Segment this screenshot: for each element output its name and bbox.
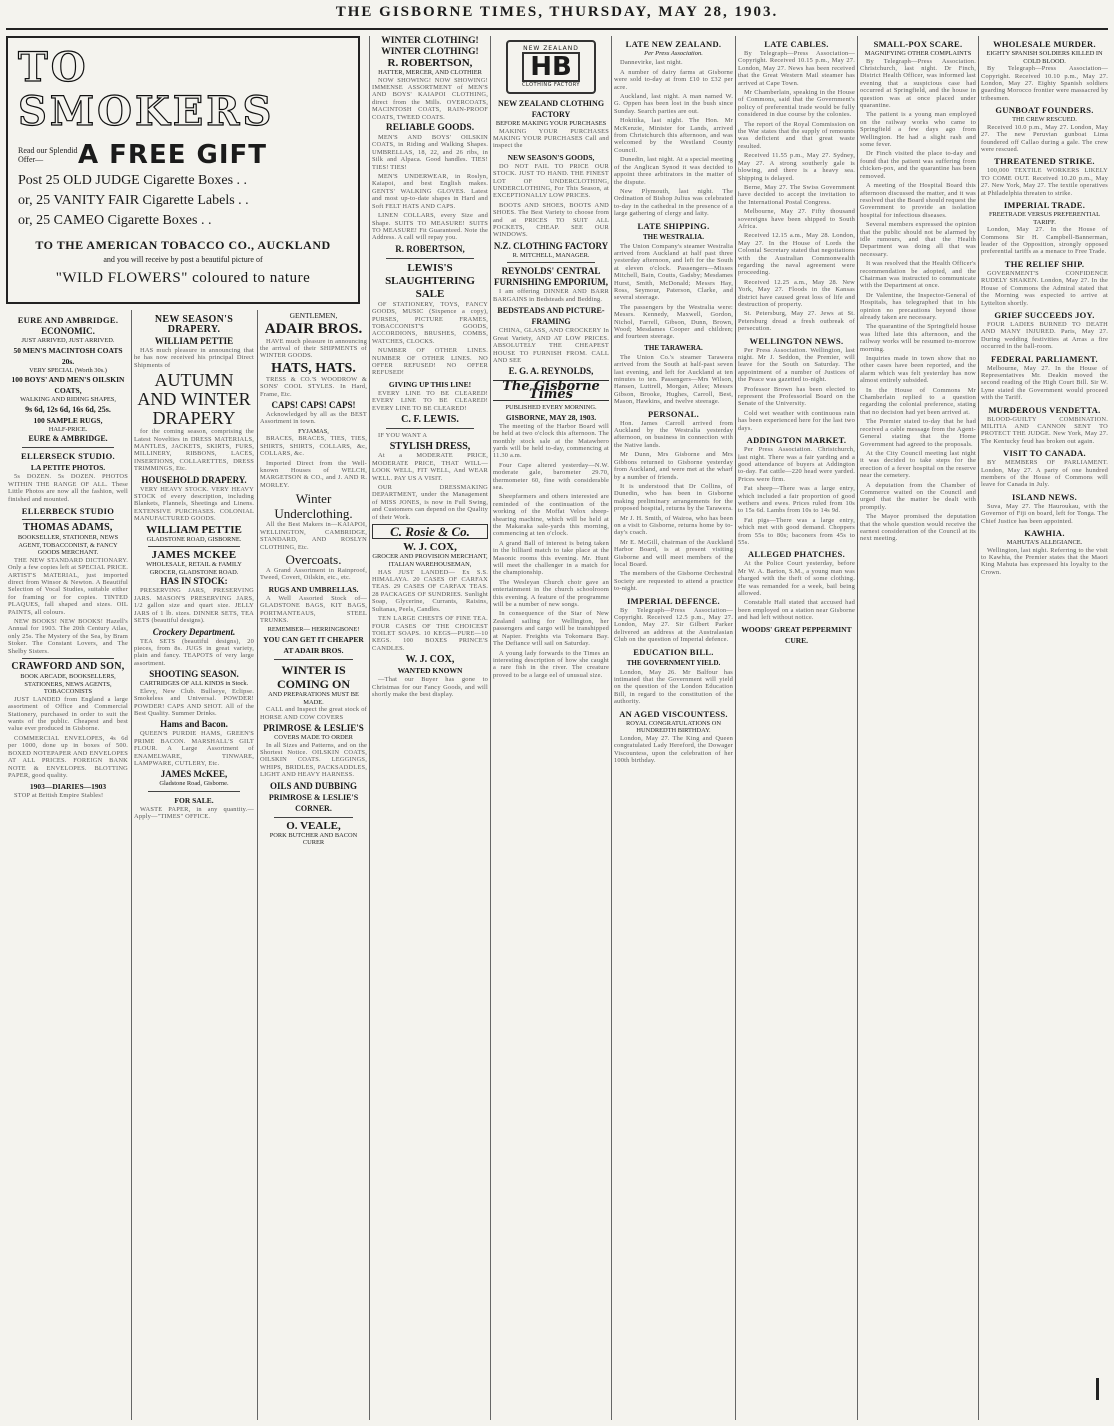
caps-caps: CAPS! CAPS! CAPS!	[271, 400, 356, 411]
cartridges: CARTRIDGES OF ALL KINDS in Stock.	[139, 680, 249, 688]
the-westralia: THE WESTRALIA.	[643, 232, 704, 241]
diaries: 1903—DIARIES—1903	[29, 782, 107, 792]
rugs-half-price: HALF-PRICE.	[48, 425, 88, 433]
company-address: TO THE AMERICAN TOBACCO CO., AUCKLAND	[35, 238, 331, 252]
for-sale: FOR SALE.	[174, 795, 214, 805]
veale-trade: PORK BUTCHER AND BACON CURER	[269, 831, 358, 847]
remember: REMEMBER— HERRINGBONE!	[267, 626, 360, 634]
robertson-sign: R. ROBERTSON,	[395, 243, 465, 254]
studio-heading: ELLERSECK STUDIO.	[21, 451, 115, 462]
aged-viscountess: AN AGED VISCOUNTESS.	[619, 708, 728, 719]
pettie-heading: WILLIAM PETTIE	[154, 336, 234, 346]
addington-market: ADDINGTON MARKET.	[746, 435, 847, 446]
column-rule	[735, 36, 736, 1420]
mahuta-allegiance: MAHUTA'S ALLEGIANCE.	[1006, 539, 1083, 547]
mckee-trade: WHOLESALE, RETAIL & FAMILY GROCER, GLADSTONE ROAD.	[146, 561, 242, 576]
pettie-address: GLADSTONE ROAD, GISBORNE.	[146, 535, 242, 543]
to-smokers-advert	[6, 36, 360, 304]
has-in-stock: HAS IN STOCK:	[160, 576, 228, 587]
oilskin-coats: 100 BOYS' AND MEN'S OILSKIN COATS,	[11, 375, 125, 396]
column-1: EURE AND AMBRIDGE. ECONOMIC. JUST ARRIVED, JUST ARRIVED. 50 MEN'S MACINTOSH COATS 20s. VERY SPECIAL (Worth 30s.) 100 BOYS' AND MEN'S OILSKIN COATS, WALKING AND RIDING SHAPES, 9s 6d, 12s 6d, 16s 6d, 25s. 100 SAMPLE RUGS, HALF-PRICE. EURE & AMBRIDGE. ELLERSECK STUDIO. LA PETITE PHOTOS. 5s DOZEN. 5s DOZEN. PHOTOS WITHIN THE RANGE OF ALL. These Little Photos are now all the fashion, well finished and mounted. ELLERBECK STUDIO THOMAS ADAMS, BOOKSELLER, STATIONER, NEWS AGENT, TOBACCONIST, & FANCY GOODS MERCHANT. THE NEW STANDARD DICTIONARY. Only a few copies left at SPECIAL PRICE. ARTIST'S MATERIAL, just imported direct from Winsor & Newton. A Beautiful Selection of Vocal Studies, suitable either for framing or for copies. TINTED PLAQUES, fall shaped and sizes. OIL PAINTS, all colours. NEW BOOKS! NEW BOOKS! Hazell's Annual for 1903. The 20th Century Atlas, only 25s. The Mystery of the Sea, by Bram Stoker. The Constant Lovers, and The Shelby Sisters. CRAWFORD AND SON, BOOK ARCADE, BOOKSELLERS, STATIONERS, NEWS AGENTS, TOBACCONISTS JUST LANDED from England a large assortment of Office and Commercial Stationery, purchased in order to suit the wants of the public. Cheapest and best value ever produced in Gisborne. COMMERCIAL ENVELOPES, 4s 6d per 1000, done up in boxes of 500. BOXED NOTEPAPER AND ENVELOPES AT ALL PRICES. FOREIGN BANK NOTE & ENVELOPES. BLOTTING PAPER, good quality. 1903—DIARIES—1903 STOP at British Empire Stables!	[8, 315, 128, 800]
thomas-adams: THOMAS ADAMS,	[23, 522, 113, 533]
autumn-winter-drapery: AUTUMN AND WINTER DRAPERY	[137, 370, 251, 429]
wanted-known: WANTED KNOWN	[397, 666, 463, 676]
adams-trade: BOOKSELLER, STATIONER, NEWS AGENT, TOBACCONIST, & FANCY GOODS MERCHANT.	[17, 534, 119, 557]
studio2-heading: ELLERBECK STUDIO	[21, 506, 115, 516]
personal-heading: PERSONAL.	[647, 408, 700, 419]
shooting-season: SHOOTING SEASON.	[149, 669, 239, 680]
murderous-vendetta: MURDEROUS VENDETTA.	[988, 404, 1101, 415]
cox-trade: GROCER AND PROVISION MERCHANT, ITALIAN WAREHOUSEMAN,	[372, 553, 488, 569]
imperial-defence-heading: IMPERIAL DEFENCE.	[627, 595, 720, 606]
column-rule	[978, 36, 979, 1420]
reliable-goods: RELIABLE GOODS.	[385, 123, 475, 134]
masthead: THE GISBORNE TIMES, THURSDAY, MAY 28, 1903.	[335, 4, 779, 20]
eure-ambridge-sign: EURE & AMBRIDGE.	[28, 434, 108, 444]
fyjamas: FYJAMAS,	[298, 427, 329, 435]
nz-clothing-factory-sign: N.Z. CLOTHING FACTORY	[493, 240, 609, 251]
eure-ambridge-heading: EURE AND AMBRIDGE.	[17, 315, 119, 325]
reynolds-emporium: REYNOLDS' CENTRAL FURNISHING EMPORIUM,	[494, 266, 608, 288]
before-purchases: BEFORE MAKING YOUR PURCHASES	[495, 120, 607, 127]
wild-flowers-text: "WILD FLOWERS" coloured to nature	[55, 270, 311, 286]
education-bill-heading: EDUCATION BILL.	[633, 646, 714, 657]
sample-rugs: 100 SAMPLE RUGS,	[33, 415, 103, 425]
giving-up: GIVING UP THIS LINE!	[388, 379, 472, 389]
winter-underclothing: Winter Underclothing.	[274, 491, 353, 522]
gisborne-times-masthead: The Gisborne Times	[493, 380, 609, 401]
crockery-department: Crockery Department.	[152, 626, 236, 637]
rugs-umbrellas: RUGS AND UMBRELLAS.	[268, 584, 359, 594]
stop-stables: STOP at British Empire Stables!	[14, 792, 104, 800]
magnifying-complaints: MAGNIFYING OTHER COMPLAINTS	[864, 50, 972, 57]
hams-bacon: Hams and Bacon.	[160, 719, 228, 730]
visit-to-canada: VISIT TO CANADA.	[1003, 448, 1086, 459]
waste-paper: WASTE PAPER, in any quantity.—Apply—"TIMES" OFFICE.	[134, 805, 254, 821]
oilskin-shapes: WALKING AND RIDING SHAPES,	[20, 396, 116, 404]
overcoats: Overcoats.	[285, 551, 342, 567]
logo-new-zealand: NEW ZEALAND	[523, 44, 579, 52]
economic-heading: ECONOMIC.	[41, 326, 95, 336]
column-2: NEW SEASON'S DRAPERY. WILLIAM PETTIE HAS much pleasure in announcing that he has now received his principal Direct Shipments of AUTUMN AND WINTER DRAPERY for the coming season, comprising the Latest Novelties in DRESS MATERIALS, MANTLES, JACKETS, SKIRTS, FURS, MILLINERY, RIBBONS, LACES, INSERTIONS, COLLARETTES, DRESS TRIMMINGS, Etc. HOUSEHOLD DRAPERY. VERY HEAVY STOCK. VERY HEAVY STOCK of every description, including Blankets, Flannels, Sheetings and Linens. EXTENSIVE PURCHASES. COLONIAL MANUFACTURED GOODS. WILLIAM PETTIE GLADSTONE ROAD, GISBORNE. JAMES MCKEE WHOLESALE, RETAIL & FAMILY GROCER, GLADSTONE ROAD. HAS IN STOCK: PRESERVING JARS, PRESERVING JARS. MASON'S PRESERVING JARS, 1/2 gallon size and quart size. JELLY JARS of 1 lb. sizes. DINNER SETS, TEA SETS (beautiful designs). Crockery Department. TEA SETS (beautiful designs), 20 pieces, from 8s. JUGS in great variety, plain and fancy. TEAPOTS of very large assortment. SHOOTING SEASON. CARTRIDGES OF ALL KINDS in Stock. Elevy, New Club. Bullseye, Eclipse. Smokeless and Universal. POWDER! POWDER! CAPS AND SHOT. All of the Best Quality. Summer Drinks. Hams and Bacon. QUEEN'S PURDIE HAMS, GREEN'S PRIME BACON. MARSHALL'S GILT FLOUR. A Large Assortment of ENAMELWARE, TINWARE, LAMPWARE, CUTLERY, Etc. JAMES McKEE, Gladstone Road, Gisborne. FOR SALE. WASTE PAPER, in any quantity.—Apply—"TIMES" OFFICE.	[134, 314, 254, 821]
offer-line-1: Post 25 OLD JUDGE Cigarette Boxes . .	[18, 173, 248, 188]
threatened-strike: THREATENED STRIKE.	[994, 156, 1095, 167]
column-8: SMALL-POX SCARE. MAGNIFYING OTHER COMPLAINTS By Telegraph—Press Association. Christchurch, last night. Dr Finch, District Health Officer, was informed last evening that a suspicious case had occurred at Springfield, and the house in question was at once placed under quarantine. The patient is a young man employed on the railway works who came to Springfield a few days ago from Wellington. He had a slight rash and some fever. Dr Finch visited the place to-day and found that the patient was suffering from chicken-pox, and the quarantine has been removed. A meeting of the Hospital Board this afternoon discussed the matter, and it was resolved that the Board should request the Government to provide an isolation hospital for infectious diseases. Several members expressed the opinion that the public should not be alarmed by idle rumours, and that the Health Department was doing all that was necessary. It was resolved that the Health Officer's recommendation be adopted, and the Chairman was instructed to communicate with the Department at once. Dr Valentine, the Inspector-General of Hospitals, has telegraphed that in his opinion no precautions beyond those already taken are necessary. The quarantine of the Springfield house was lifted late this afternoon, and the railway works will be resumed to-morrow morning. Inquiries made in town show that no other cases have been reported, and the alarm which was felt yesterday has now almost entirely subsided. In the House of Commons Mr Chamberlain replied to a question regarding the colonial preference, stating that no decision had yet been arrived at. The Premier stated to-day that he had received a cable message from the Agent-General stating that the Home Government had agreed to the proposals. At the City Council meeting last night it was decided to take steps for the erection of a fever hospital on the reserve near the cemetery. A deputation from the Chamber of Commerce waited on the Council and urged that the matter be dealt with promptly. The Mayor promised the deputation that the whole question would receive the earnest consideration of the Council at its next meeting.	[860, 39, 976, 543]
wellington-news: WELLINGTON NEWS.	[749, 335, 844, 346]
winter-is-coming: WINTER IS COMING ON	[277, 662, 350, 691]
offer-line-3: or, 25 CAMEO Cigarette Boxes . .	[18, 213, 212, 228]
bedsteads: BEDSTEADS AND PICTURE-FRAMING	[497, 306, 605, 327]
covers-to-order: COVERS MADE TO ORDER	[274, 733, 353, 741]
woods-peppermint: WOODS' GREAT PEPPERMINT CURE.	[741, 624, 852, 645]
new-season-goods: NEW SEASON'S GOODS,	[507, 152, 595, 162]
spanish-soldiers: EIGHTY SPANISH SOLDIERS KILLED IN COLD BLOOD.	[986, 50, 1103, 65]
primrose-leslie: PRIMROSE & LESLIE'S	[263, 722, 364, 733]
hb-clothing-logo	[506, 40, 596, 94]
imperial-trade: IMPERIAL TRADE.	[1003, 200, 1086, 211]
small-pox-scare: SMALL-POX SCARE.	[873, 39, 963, 49]
logo-clothing-factory: CLOTHING FACTORY	[522, 82, 580, 88]
kawhia: KAWHIA.	[1024, 528, 1065, 539]
preparations: AND PREPARATIONS MUST BE MADE.	[268, 690, 359, 706]
column-7: LATE CABLES. By Telegraph—Press Association—Copyright. Received 10.15 p.m., May 27. London, May 27. News has been received that the Great Western Mail steamer has arrived at Cape Town. Mr Chamberlain, speaking in the House of Commons, said that the Government's policy of preferential trade would be fully considered in due course by the colonies. The report of the Royal Commission on the War states that the supply of remounts was deficient and that great waste resulted. Received 11.55 p.m., May 27. Sydney, May 27. A strong southerly gale is blowing, and there is a heavy sea. Shipping is delayed. Berne, May 27. The Swiss Government have decided to accept the invitation to the International Postal Congress. Melbourne, May 27. Fifty thousand sovereigns have been shipped to South Africa. Received 12.15 a.m., May 28. London, May 27. In the House of Lords the Colonial Secretary stated that negotiations with the Australian Commonwealth regarding the naval agreement were proceeding. Received 12.25 a.m., May 28. New York, May 27. Floods in the Kansas district have caused great loss of life and destruction of property. St. Petersburg, May 27. Jews at St. Petersburg dread a fresh outbreak of persecution. WELLINGTON NEWS. Per Press Association. Wellington, last night. Mr J. Seddon, the Premier, will leave for the South on Saturday. The appointment of a number of Justices of the Peace was gazetted to-night. Professor Brown has been elected to represent the Professorial Board on the Senate of the University. Cold wet weather with continuous rain has been experienced here for the last two days. ADDINGTON MARKET. Per Press Association. Christchurch, last night. There was a fair yarding and a good attendance of buyers at Addington to-day. Fat cattle—220 head were yarded. Prices were firm. Fat sheep—There was a large entry, which included a fair proportion of good wethers and ewes. Prices ruled from 10s to 15s 6d. Lambs from 10s to 14s 9d. Fat pigs—There was a large entry, which met with good demand. Choppers from 55s to 80s; baconers from 45s to 55s. ALLEGED PHATCHES. At the Police Court yesterday, before Mr W. A. Barton, S.M., a young man was charged with the theft of some clothing. He was remanded for a week, bail being allowed. Constable Hall stated that accused had been employed on a station near Gisborne and had left without notice. WOODS' GREAT PEPPERMINT CURE.	[738, 39, 855, 645]
w-j-cox: W. J. COX,	[403, 541, 457, 554]
cf-lewis: C. F. LEWIS.	[401, 414, 459, 425]
federal-parliament: FEDERAL PARLIAMENT.	[991, 353, 1098, 364]
column-rule	[857, 36, 858, 1420]
rosie-co: C. Rosie & Co.	[372, 524, 488, 539]
late-new-zealand: LATE NEW ZEALAND.	[625, 39, 722, 49]
column-3: GENTLEMEN, ADAIR BROS. HAVE much pleasure in announcing the arrival of their SHIPMENTS of WINTER GOODS. HATS, HATS. TRESS & CO.'S WOODROW & SONS' COOL STYLES. In Hard, Frame, Etc. CAPS! CAPS! CAPS! Acknowledged by all as the BEST Assortment in town. FYJAMAS, BRACES, BRACES, TIES, TIES, SHIRTS, SHIRTS, COLLARS, &c, COLLARS, &c. Imported Direct from the Well-known Houses of WELCH, MARGETSON & CO., and J. AND R. MORLEY. Winter Underclothing. All the Best Makers in—KAIAPOI, WELLINGTON, CAMBRIDGE, STANDARD, AND ROSLYN CLOTHING, Etc. Overcoats. A Grand Assortment in Rainproof, Tweed, Covert, Oilskin, etc., etc. RUGS AND UMBRELLAS. A Well Assorted Stock of— GLADSTONE BAGS, KIT BAGS, PORTMANTEAUS, STEEL TRUNKS. REMEMBER— HERRINGBONE! YOU CAN GET IT CHEAPER AT ADAIR BROS. WINTER IS COMING ON AND PREPARATIONS MUST BE MADE. CALL and Inspect the great stock of HORSE AND COW COVERS PRIMROSE & LESLIE'S COVERS MADE TO ORDER In all Sizes and Patterns, and on the Shortest Notice. OILSKIN COATS, OILSKIN COATS. LEGGINGS, WHIPS, BRIDLES, PACKSADDLES, LIGHT AND HEAVY HARNESS. OILS AND DUBBING PRIMROSE & LESLIE'S CORNER. O. VEALE, PORK BUTCHER AND BACON CURER	[260, 312, 367, 847]
column-4: WINTER CLOTHING! WINTER CLOTHING! R. ROBERTSON, HATTER, MERCER, AND CLOTHIER NOW SHOWING! NOW SHOWING! IMMENSE ASSORTMENT of MEN'S AND BOYS' KAIAPOI CLOTHING, direct from the Mills. OVERCOATS, MACINTOSH COATS, RAIN-PROOF COATS, TWEED COATS. RELIABLE GOODS. MEN'S AND BOYS' OILSKIN COATS, in Riding and Walking Shapes. UMBRELLAS, 18, 22, and 26 ribs, in Silk and Alpaca. Good handles. TIES! TIES! TIES! MEN'S UNDERWEAR, in Roslyn, Kaiapoi, and best English makes. GENTS' WALKING GLOVES. Latest and most up-to-date shapes in Hard and Soft FELT HATS AND CAPS. LINEN COLLARS, every Size and Shape. SUITS TO MEASURE! SUITS TO MEASURE! Fit Guaranteed. Note the Address. A call will repay you. R. ROBERTSON, LEWIS'S SLAUGHTERING SALE OF STATIONERY, TOYS, FANCY GOODS, MUSIC (Sixpence a copy), PURSES, PICTURE FRAMES, TOBACCONIST'S GOODS, ACCORDIONS, BRUSHES, COMBS, WATCHES, CLOCKS. NUMBER OF OTHER LINES. NUMBER OF OTHER LINES. NO OFFER REFUSED! NO OFFER REFUSED! GIVING UP THIS LINE! EVERY LINE TO BE CLEARED! EVERY LINE TO BE CLEARED! EVERY LINE TO BE CLEARED! C. F. LEWIS. IF YOU WANT A STYLISH DRESS, At a MODERATE PRICE, MODERATE PRICE, THAT WILL— LOOK WELL, FIT WELL, And WEAR WELL. PAY US A VISIT. OUR DRESSMAKING DEPARTMENT, under the Management of MISS JONES, is now in Full Swing, and Customers can depend on the Quality of their Work. C. Rosie & Co. W. J. COX, GROCER AND PROVISION MERCHANT, ITALIAN WAREHOUSEMAN, HAS JUST LANDED— Ex S.S. HIMALAYA. 20 CASES OF CARFAX TEAS. 29 CASES OF CARFAX TEAS. 28 PACKAGES OF SUNDRIES. Sunlight Soap, Glycerine, Currants, Raisins, Sultanas, Peels, Candles. TEN LARGE CHESTS OF FINE TEA. FOUR CASES OF THE CHOICEST TOILET SOAPS. 10 KEGS—PURE—10 KEGS. 100 BOXES PRINCE'S CANDLES. W. J. COX, WANTED KNOWN —That our Buyer has gone to Christmas for our Fancy Goods, and will shortly make the best display.	[372, 36, 488, 698]
primrose-corner: PRIMROSE & LESLIE'S CORNER.	[268, 792, 359, 813]
column-rule	[490, 36, 491, 1420]
r-robertson: R. ROBERTSON,	[387, 57, 473, 69]
petite-photos: LA PETITE PHOTOS.	[30, 463, 106, 473]
gunboat-founders: GUNBOAT FOUNDERS.	[995, 105, 1094, 116]
coats-special: VERY SPECIAL (Worth 30s.)	[29, 366, 107, 374]
william-pettie-sign: WILLIAM PETTIE	[146, 523, 242, 536]
press-association: Per Press Association.	[644, 50, 703, 57]
late-shipping: LATE SHIPPING.	[637, 220, 710, 231]
james-mckee: JAMES MCKEE	[151, 549, 237, 562]
new-season-drapery: NEW SEASON'S DRAPERY.	[154, 314, 234, 335]
gentlemen: GENTLEMEN,	[289, 312, 338, 320]
winter-clothing-heading: WINTER CLOTHING! WINTER CLOTHING!	[381, 36, 479, 57]
cheaper-adair: YOU CAN GET IT CHEAPER AT ADAIR BROS.	[263, 634, 364, 655]
advert-title: TO SMOKERS	[18, 44, 275, 135]
crawford-son: CRAWFORD AND SON,	[11, 661, 125, 673]
published-every-morning: PUBLISHED EVERY MORNING.	[505, 404, 597, 412]
column-rule	[257, 310, 258, 1420]
crawford-trade: BOOK ARCADE, BOOKSELLERS, STATIONERS, NEWS AGENTS, TOBACCONISTS	[20, 673, 116, 696]
royal-congratulations: ROYAL CONGRATULATIONS ON HUNDREDTH BIRTHDAY.	[626, 719, 721, 735]
adair-bros: ADAIR BROS.	[264, 320, 363, 337]
column-rule	[611, 36, 612, 1420]
column-9: WHOLESALE MURDER. EIGHTY SPANISH SOLDIERS KILLED IN COLD BLOOD. By Telegraph—Press Association—Copyright. Received 10.10 p.m., May 27. London, May 27. Eighty Spanish soldiers guarding Morocco frontier were massacred by tribesmen. GUNBOAT FOUNDERS. THE CREW RESCUED. Received 10.0 p.m., May 27. London, May 27. The new Peruvian gunboat Lima foundered off Callao during a gale. The crew were rescued. THREATENED STRIKE. 100,000 TEXTILE WORKERS LIKELY TO COME OUT. Received 10.20 p.m., May 27. New York, May 27. The textile operatives at Philadelphia threaten to strike. IMPERIAL TRADE. FREETRADE VERSUS PREFERENTIAL TARIFF. London, May 27. In the House of Commons Sir H. Campbell-Bannerman, leader of the Opposition, strongly opposed preferential tariffs as a menace to Free Trade. THE RELIEF SHIP. GOVERNMENT'S CONFIDENCE RUDELY SHAKEN. London, May 27. In the House of Commons the Admiral stated that the Morning was expected to arrive at Lyttelton shortly. GRIEF SUCCEEDS JOY. FOUR LADIES BURNED TO DEATH AND MANY INJURED. Paris, May 27. During wedding festivities at Arras a fire occurred in the ball-room. FEDERAL PARLIAMENT. Melbourne, May 27. In the House of Representatives Mr. Deakin moved the second reading of the High Court Bill. Sir W. Lyne stated the Government would proceed with the Tariff. MURDEROUS VENDETTA. BLOOD-GUILTY COMBINATION. MILITIA AND CANNON SENT TO PROTECT THE JUDGE. New York, May 27. The Kentucky feud has broken out again. VISIT TO CANADA. BY MEMBERS OF PARLIAMENT. London, May 27. A party of one hundred members of the House of Commons will leave for Canada in July. ISLAND NEWS. Suva, May 27. The Hauroukau, with the Governor of Fiji on board, left for Tonga. The Chief Justice has been appointed. KAWHIA. MAHUTA'S ALLEGIANCE. Wellington, last night. Referring to the visit to Kawhia, the Premier states that the Maori King Mahuta has expressed his loyalty to the Crown.	[981, 39, 1108, 576]
just-arrived: JUST ARRIVED, JUST ARRIVED.	[21, 337, 115, 344]
island-news: ISLAND NEWS.	[1011, 491, 1077, 502]
wholesale-murder: WHOLESALE MURDER.	[993, 39, 1096, 49]
stylish-dress: STYLISH DRESS,	[389, 441, 471, 453]
free-gift-heading: A FREE GIFT	[78, 140, 268, 170]
receive-text: and you will receive by post a beautiful picture of	[103, 255, 263, 264]
mckee-sign: JAMES McKEE,	[160, 769, 228, 780]
macintosh-coats: 50 MEN'S MACINTOSH COATS 20s.	[13, 345, 123, 366]
oilskin-prices: 9s 6d, 12s 6d, 16s 6d, 25s.	[25, 404, 111, 414]
w-j-cox-sign: W. J. COX,	[405, 654, 455, 666]
column-rule	[131, 310, 132, 1420]
grief-succeeds-joy: GRIEF SUCCEEDS JOY.	[994, 309, 1095, 320]
oils-dubbing: OILS AND DUBBING	[269, 780, 358, 791]
freetrade-preferential: FREETRADE VERSUS PREFERENTIAL TARIFF.	[988, 211, 1101, 226]
government-yield: THE GOVERNMENT YIELD.	[626, 658, 721, 667]
eg-reynolds: E. G. A. REYNOLDS,	[508, 366, 594, 377]
column-rule	[369, 36, 370, 1420]
lewis-sale: LEWIS'S SLAUGHTERING SALE	[385, 261, 475, 300]
offer-line-2: or, 25 VANITY FAIR Cigarette Labels . .	[18, 193, 249, 208]
mitchell-manager: R. MITCHELL, MANAGER.	[512, 251, 590, 259]
text-cursor-mark	[1096, 1378, 1099, 1400]
hats-hats: HATS, HATS.	[271, 360, 356, 376]
masthead-rule	[6, 28, 1108, 30]
read-our-offer: Read our Splendid Offer—	[18, 146, 78, 164]
the-tarawera: THE TARAWERA.	[644, 343, 703, 352]
mckee-address: Gladstone Road, Gisborne.	[159, 780, 229, 788]
alleged-phatches: ALLEGED PHATCHES.	[747, 549, 846, 560]
column-6: LATE NEW ZEALAND. Per Press Association. Dannevirke, last night. A number of dairy farms at Gisborne were sold to-day at from £10 to £32 per acre. Auckland, last night. A man named W. G. Oppen has been lost in the bush since Sunday. Search parties are out. Hokitika, last night. The Hon. Mr McKenzie, Minister for Lands, arrived from Christchurch this afternoon, and was welcomed by the Westland County Council. Dunedin, last night. At a special meeting of the Anglican Synod it was decided to appoint three arbitrators in the matter of the dispute. New Plymouth, last night. The Ordination of Bishop Julius was celebrated to-day in the cathedral in the presence of a large gathering of clergy and laity. LATE SHIPPING. THE WESTRALIA. The Union Company's steamer Westralia arrived from Auckland at half past three yesterday afternoon, and left for the South at eleven o'clock. Passengers—Misses Mitchell, Bain, Coutts, Gadsby; Mesdames Hurst, Smith, McDonald; Messrs Hay, Ross, Seymour, Paterson, Clarke, and several steerage. The passengers by the Westralia were: Messrs. Kennedy, Maxwell, Gordon, Nichol, Farrell, Gibson, Dunn, Brown, Wood; Mesdames Cooper and children; and fourteen steerage. THE TARAWERA. The Union Co.'s steamer Tarawera arrived from the South at half-past seven last evening, and left for Auckland at ten minutes to ten. Passengers—Mrs Wilson, Hansen, Luttrell, Morgan, Atlee; Messrs Gibson, Brooke, Hughes, Carroll, Best, Mason, Hawkins, and twelve steerage. PERSONAL. Hon. James Carroll arrived from Auckland by the Westralia yesterday afternoon, on business in connection with the Native lands. Mr Dunn, Mrs Gisborne and Mrs Gibbons returned to Gisborne yesterday from Auckland, and were met at the wharf by a number of friends. It is understood that Dr Collins, of Dunedin, who has been in Gisborne making preliminary arrangements for the proposed hospital, returns by the Tarawera. Mr J. H. Smith, of Wairoa, who has been on a visit to Gisborne, returns home by to-day's coach. Mr E. McGill, chairman of the Auckland Harbor Board, is at present visiting Gisborne and will meet members of the local Board. The members of the Gisborne Orchestral Society are requested to attend a practice to-night. IMPERIAL DEFENCE. By Telegraph—Press Association—Copyright. Received 12.5 p.m., May 27. London, May 27. Sir Gilbert Parker delivered an address at the Australasian Club on the question of Imperial defence. EDUCATION BILL. THE GOVERNMENT YIELD. London, May 26. Mr Balfour has intimated that the Government will yield on the question of the London Education Bill, in regard to the constitution of the authority. AN AGED VISCOUNTESS. ROYAL CONGRATULATIONS ON HUNDREDTH BIRTHDAY. London, May 27. The King and Queen congratulated Lady Hereford, the Dowager Viscountess, upon the celebration of her 100th birthday.	[614, 39, 733, 765]
crew-rescued: THE CREW RESCUED.	[1012, 116, 1077, 124]
o-veale: O. VEALE,	[286, 819, 341, 832]
logo-hb: HB	[522, 52, 580, 82]
column-5: NEW ZEALAND HB CLOTHING FACTORY NEW ZEALAND CLOTHING FACTORY BEFORE MAKING YOUR PURCHASES MAKING YOUR PURCHASES MAKING YOUR PURCHASES Call and inspect the NEW SEASON'S GOODS, DO NOT FAIL TO PRICE OUR STOCK. JUST TO HAND. THE FINEST LOT OF UNDERCLOTHING, UNDERCLOTHING, For This Season, at EXCEPTIONALLY LOW PRICES. BOOTS AND SHOES, BOOTS AND SHOES. The Best Variety to choose from and at PRICES TO SUIT ALL POCKETS, CHEAP. SEE OUR WINDOWS. N.Z. CLOTHING FACTORY R. MITCHELL, MANAGER. REYNOLDS' CENTRAL FURNISHING EMPORIUM, I am offering DINNER AND BARR BARGAINS in Bedsteads and Bedding. BEDSTEADS AND PICTURE-FRAMING CHINA, GLASS, AND CROCKERY In Great Variety, AND AT LOW PRICES. ABSOLUTELY THE CHEAPEST HOUSE TO FURNISH FROM. CALL AND SEE E. G. A. REYNOLDS, The Gisborne Times PUBLISHED EVERY MORNING. GISBORNE, MAY 28, 1903. The meeting of the Harbor Board will be held at two o'clock this afternoon. The monthly stock sale at the Matawhero yards will be held to-day, commencing at 11.30 a.m. Four Cape altered yesterday—N.W. moderate gale, barometer 29.70, thermometer 60, fine with considerable sea. Sheepfarmers and others interested are reminded of the continuation of the working of the Moffat Velox sheep-shearing machine, which will be held at the Makaraka sale-yards this morning, commencing at ten o'clock. A grand Ball of interest is being taken in the billiard match to take place at the Masonic rooms this evening. Mr. Hunt will meet the challenger in a match for the championship. The Wesleyan Church choir gave an entertainment in the church schoolroom this evening. A feature of the programme will be a number of new songs. In consequence of the Star of New Zealand sailing for Wellington, her passengers and cargo will be transhipped at Napier. Freights via Tokomaru Bay. The Defiance will sail on Saturday. A young lady forwards to the Times an interesting description of how she caught a rare fish in the river. The creature proved to be a large eel of unusual size.	[493, 36, 609, 1420]
nz-clothing-factory: NEW ZEALAND CLOTHING FACTORY	[497, 99, 605, 119]
household-drapery: HOUSEHOLD DRAPERY.	[141, 474, 247, 485]
editorial-date: GISBORNE, MAY 28, 1903.	[505, 412, 597, 422]
relief-ship: THE RELIEF SHIP.	[1004, 258, 1085, 269]
late-cables: LATE CABLES.	[764, 39, 829, 49]
robertson-trade: HATTER, MERCER, AND CLOTHIER	[378, 69, 482, 76]
